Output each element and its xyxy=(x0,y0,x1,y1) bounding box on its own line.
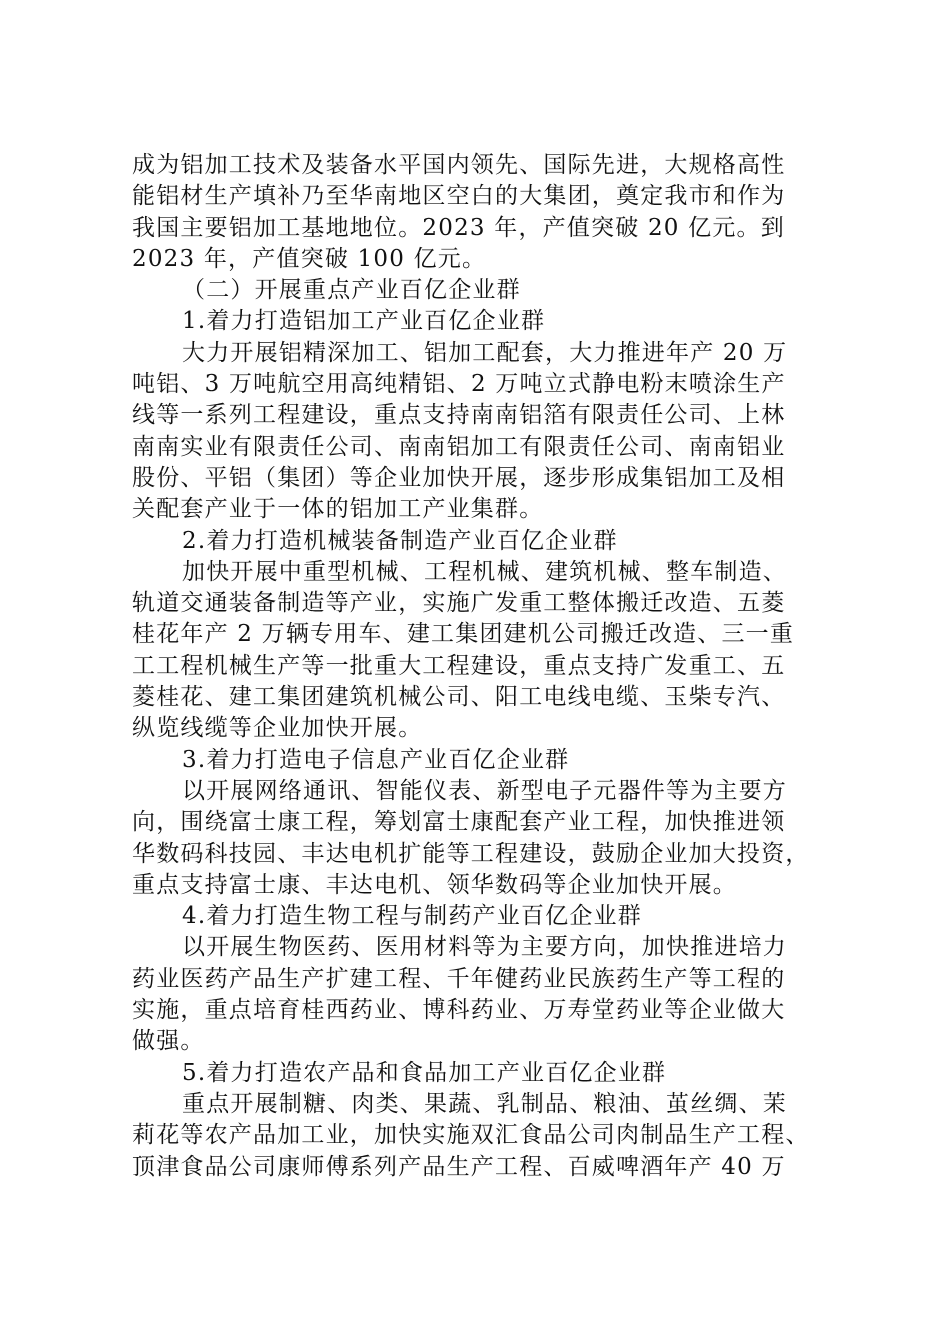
item1-body-line-6: 关配套产业于一体的铝加工产业集群。 xyxy=(132,496,544,523)
item2-body-line-6: 纵览线缆等企业加快开展。 xyxy=(132,715,423,742)
item3-body-line-3: 华数码科技园、丰达电机扩能等工程建设，鼓励企业加大投资， xyxy=(132,840,810,867)
item3-body-line-2: 向，围绕富士康工程，筹划富士康配套产业工程，加快推进领 xyxy=(132,809,786,836)
item2-body-line-2: 轨道交通装备制造等产业，实施广发重工整体搬迁改造、五菱 xyxy=(132,590,786,617)
item1-body-line-5: 股份、平铝（集团）等企业加快开展，逐步形成集铝加工及相 xyxy=(132,464,786,491)
item3-body-line-1: 以开展网络通讯、智能仪表、新型电子元器件等为主要方 xyxy=(182,777,787,804)
intro-line-4: 2023 年，产值突破 100 亿元。 xyxy=(132,245,487,272)
item5-body-line-2: 莉花等农产品加工业，加快实施双汇食品公司肉制品生产工程、 xyxy=(132,1122,810,1149)
item2-body-line-4: 工工程机械生产等一批重大工程建设，重点支持广发重工、五 xyxy=(132,652,786,679)
item3-heading: 3.着力打造电子信息产业百亿企业群 xyxy=(182,746,570,773)
item1-body-line-1: 大力开展铝精深加工、铝加工配套，大力推进年产 20 万 xyxy=(182,339,788,366)
item5-body-line-1: 重点开展制糖、肉类、果蔬、乳制品、粮油、茧丝绸、茉 xyxy=(182,1090,787,1117)
item4-body-line-4: 做强。 xyxy=(132,1028,205,1055)
item4-body-line-3: 实施，重点培育桂西药业、博科药业、万寿堂药业等企业做大 xyxy=(132,997,786,1024)
item5-heading: 5.着力打造农产品和食品加工产业百亿企业群 xyxy=(182,1059,667,1086)
item4-body-line-1: 以开展生物医药、医用材料等为主要方向，加快推进培力 xyxy=(182,934,787,961)
item2-body-line-1: 加快开展中重型机械、工程机械、建筑机械、整车制造、 xyxy=(182,558,787,585)
item2-body-line-5: 菱桂花、建工集团建筑机械公司、阳工电线电缆、玉柴专汽、 xyxy=(132,684,786,711)
item2-body-line-3: 桂花年产 2 万辆专用车、建工集团建机公司搬迁改造、三一重 xyxy=(132,621,795,648)
item1-body-line-3: 线等一系列工程建设，重点支持南南铝箔有限责任公司、上林 xyxy=(132,402,786,429)
item5-body-line-3: 顶津食品公司康师傅系列产品生产工程、百威啤酒年产 40 万 xyxy=(132,1153,786,1180)
item2-heading: 2.着力打造机械装备制造产业百亿企业群 xyxy=(182,527,618,554)
item1-body-line-4: 南南实业有限责任公司、南南铝加工有限责任公司、南南铝业 xyxy=(132,433,786,460)
document-page xyxy=(132,150,832,1183)
item1-heading: 1.着力打造铝加工产业百亿企业群 xyxy=(182,308,546,335)
intro-line-1: 成为铝加工技术及装备水平国内领先、国际先进，大规格高性 xyxy=(132,152,786,178)
section-heading: （二）开展重点产业百亿企业群 xyxy=(182,277,521,304)
item4-heading: 4.着力打造生物工程与制药产业百亿企业群 xyxy=(182,903,642,930)
intro-line-3: 我国主要铝加工基地地位。2023 年，产值突破 20 亿元。到 xyxy=(132,214,785,241)
intro-line-2: 能铝材生产填补乃至华南地区空白的大集团，奠定我市和作为 xyxy=(132,183,786,210)
item4-body-line-2: 药业医药产品生产扩建工程、千年健药业民族药生产等工程的 xyxy=(132,965,786,992)
item1-body-line-2: 吨铝、3 万吨航空用高纯精铝、2 万吨立式静电粉末喷涂生产 xyxy=(132,371,786,398)
item3-body-line-4: 重点支持富士康、丰达电机、领华数码等企业加快开展。 xyxy=(132,871,737,898)
